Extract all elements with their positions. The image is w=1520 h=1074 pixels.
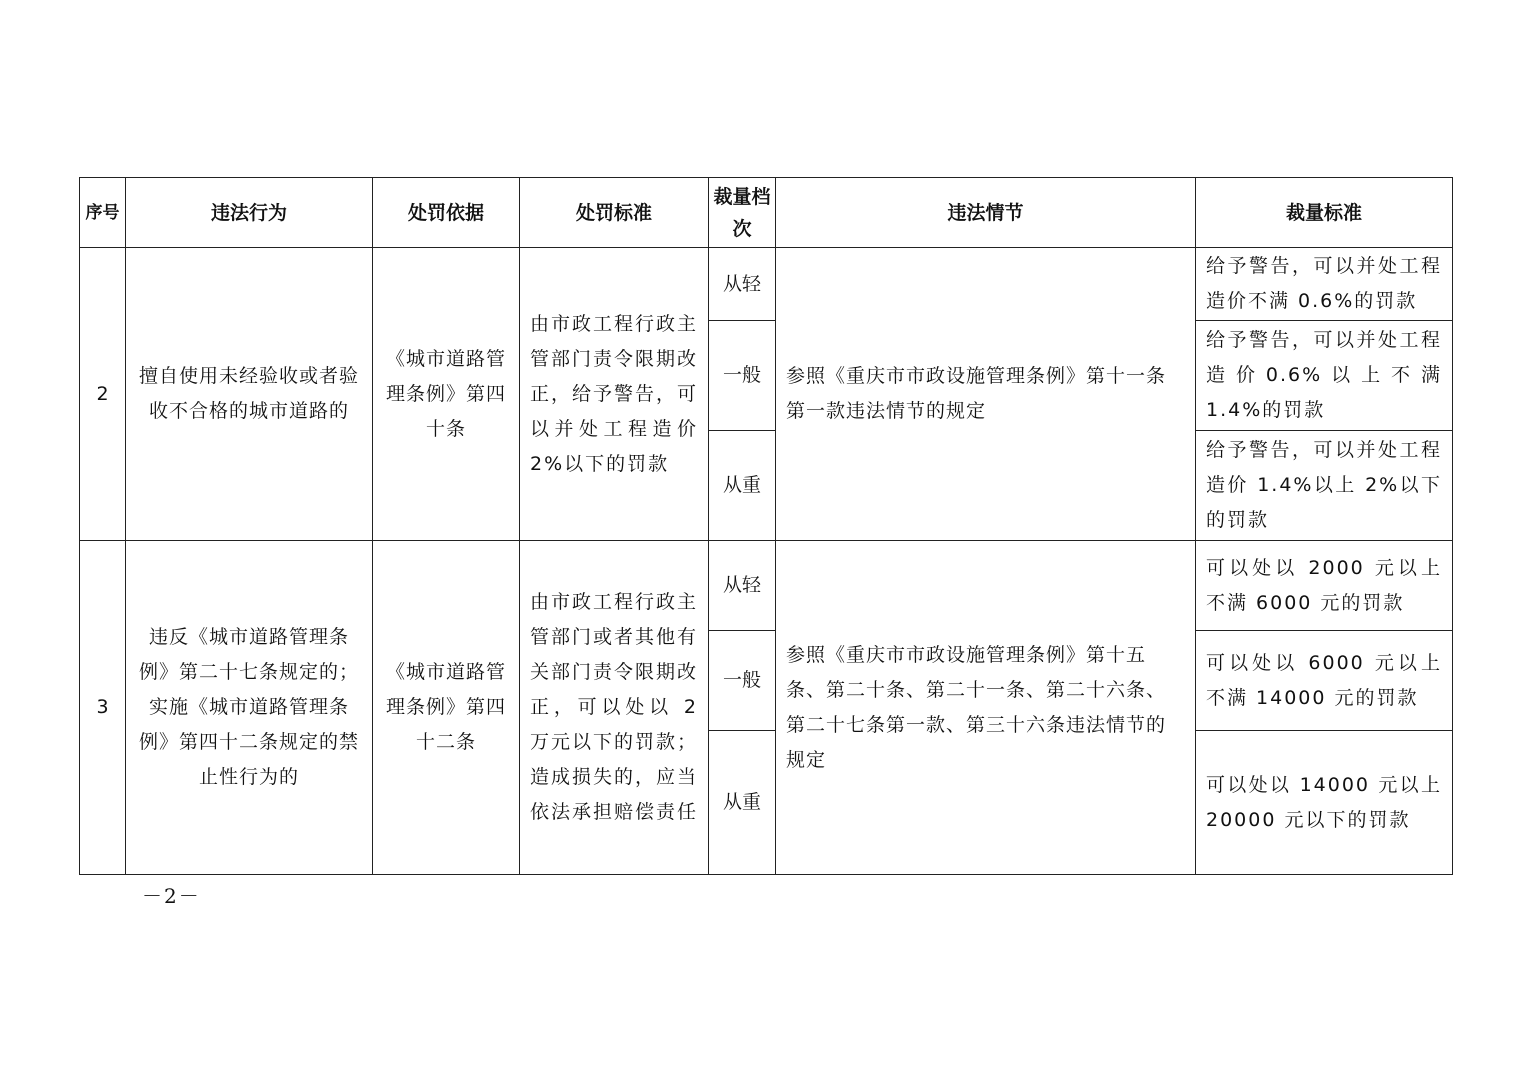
row-circumstance: 参照《重庆市市政设施管理条例》第十五条、第二十条、第二十一条、第二十六条、第二十七条第一款、第三十六条违法情节的规定 bbox=[776, 541, 1196, 875]
level-light: 从轻 bbox=[709, 248, 776, 321]
header-standard: 处罚标准 bbox=[520, 178, 709, 248]
table-row bbox=[80, 541, 1453, 631]
discretion-heavy: 可以处以 14000 元以上 20000 元以下的罚款 bbox=[1196, 731, 1453, 875]
row-standard: 由市政工程行政主管部门责令限期改正，给予警告，可以并处工程造价 2%以下的罚款 bbox=[520, 248, 709, 541]
row-basis: 《城市道路管理条例》第四十二条 bbox=[373, 541, 520, 875]
discretion-normal: 给予警告，可以并处工程造价0.6%以上不满1.4%的罚款 bbox=[1196, 321, 1453, 431]
page-number: －2－ bbox=[142, 884, 201, 908]
header-behavior: 违法行为 bbox=[126, 178, 373, 248]
header-circumstance: 违法情节 bbox=[776, 178, 1196, 248]
discretion-light: 给予警告，可以并处工程造价不满 0.6%的罚款 bbox=[1196, 248, 1453, 321]
header-seq: 序号 bbox=[80, 178, 126, 248]
row-seq: 3 bbox=[80, 541, 126, 875]
header-discretion: 裁量标准 bbox=[1196, 178, 1453, 248]
row-behavior: 擅自使用未经验收或者验收不合格的城市道路的 bbox=[126, 248, 373, 541]
level-heavy: 从重 bbox=[709, 731, 776, 875]
row-circumstance: 参照《重庆市市政设施管理条例》第十一条第一款违法情节的规定 bbox=[776, 248, 1196, 541]
header-basis: 处罚依据 bbox=[373, 178, 520, 248]
row-standard: 由市政工程行政主管部门或者其他有关部门责令限期改正，可以处以 2 万元以下的罚款；造成损失的，应当依法承担赔偿责任 bbox=[520, 541, 709, 875]
header-level: 裁量档次 bbox=[709, 178, 776, 248]
penalty-discretion-table bbox=[79, 177, 1453, 875]
row-behavior: 违反《城市道路管理条例》第二十七条规定的；实施《城市道路管理条例》第四十二条规定的禁止性行为的 bbox=[126, 541, 373, 875]
table-header-row bbox=[80, 178, 1453, 248]
row-seq: 2 bbox=[80, 248, 126, 541]
discretion-light: 可以处以 2000 元以上不满 6000 元的罚款 bbox=[1196, 541, 1453, 631]
level-heavy: 从重 bbox=[709, 431, 776, 541]
table-row bbox=[80, 248, 1453, 321]
level-normal: 一般 bbox=[709, 631, 776, 731]
row-basis: 《城市道路管理条例》第四十条 bbox=[373, 248, 520, 541]
level-light: 从轻 bbox=[709, 541, 776, 631]
discretion-heavy: 给予警告，可以并处工程造价 1.4%以上 2%以下的罚款 bbox=[1196, 431, 1453, 541]
discretion-normal: 可以处以 6000 元以上不满 14000 元的罚款 bbox=[1196, 631, 1453, 731]
level-normal: 一般 bbox=[709, 321, 776, 431]
